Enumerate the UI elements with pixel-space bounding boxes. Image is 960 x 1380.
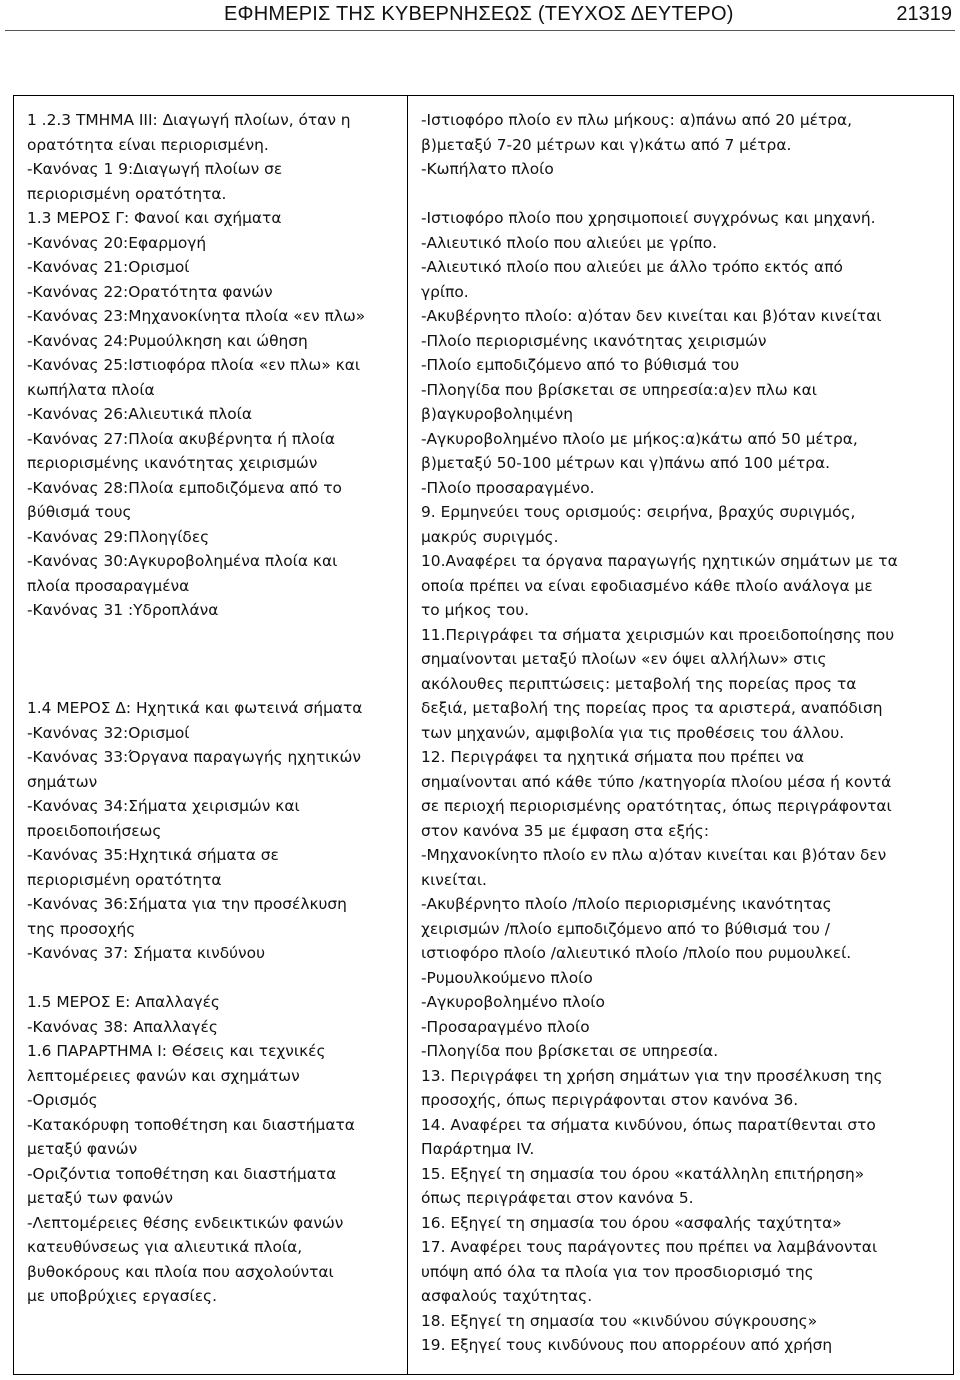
text-line: -Κανόνας 36:Σήματα για την προσέλκυση της προσοχής [27, 895, 347, 938]
text-line: -Ορισμός [27, 1091, 98, 1109]
text-line: -Κανόνας 22:Ορατότητα φανών [27, 282, 273, 301]
text-line: -Κανόνας 33:Όργανα παραγωγής ηχητικών σημάτων [27, 748, 361, 791]
blank-line [27, 966, 399, 991]
text-line: -Κανόνας 35:Ηχητικά σήματα σε περιορισμένη ορατότητα [27, 846, 279, 889]
text-line: -Προσαραγμένο πλοίο [421, 1017, 590, 1036]
text-line: -Κανόνας 31 :Υδροπλάνα [27, 601, 219, 619]
text-line: 10.Αναφέρει τα όργανα παραγωγής ηχητικών σημάτων με τα οποία πρέπει να είναι εφοδιασμένο κάθε πλοίο ανάλογα με το μήκος του. [421, 552, 898, 619]
blank-line [27, 672, 399, 697]
text-line: 19. Εξηγεί τους κινδύνους που απορρέουν από χρήση [421, 1336, 833, 1354]
text-line: -Ρυμουλκούμενο πλοίο [421, 968, 593, 987]
text-line: -Κανόνας 25:Ιστιοφόρα πλοία «εν πλω» και κωπήλατα πλοία [27, 356, 361, 399]
text-line: 1.4 ΜΕΡΟΣ Δ: Ηχητικά και φωτεινά σήματα [27, 699, 363, 717]
page-number: 21319 [896, 3, 952, 25]
text-line: -Οριζόντια τοποθέτηση και διαστήματα μεταξύ των φανών [27, 1164, 337, 1207]
text-line: -Αλιευτικό πλοίο που αλιεύει με γρίπο. [421, 233, 718, 252]
text-line: -Κανόνας 1 9:Διαγωγή πλοίων σε περιορισμένη ορατότητα. [27, 160, 283, 203]
column-divider [407, 95, 408, 1375]
text-line: -Κανόνας 20:Εφαρμογή [27, 233, 207, 252]
text-line: 11.Περιγράφει τα σήματα χειρισμών και προειδοποίησης που σημαίνονται μεταξύ πλοίων «εν όψει αλλήλων» στις ακόλουθες περιπτώσεις: μεταβολή της πορείας προς τα δεξιά, μεταβολή της πορείας προς τα αριστερά, αναπόδιση των μηχανών, αμφιβολία για τις προθέσεις του άλλου. [421, 625, 895, 742]
text-line: 15. Εξηγεί τη σημασία του όρου «κατάλληλη επιτήρηση» όπως περιγράφεται στον κανόνα 5. [421, 1164, 865, 1207]
text-line: -Κατακόρυφη τοποθέτηση και διαστήματα μεταξύ φανών [27, 1115, 355, 1158]
text-line: 1.5 ΜΕΡΟΣ Ε: Απαλλαγές [27, 993, 220, 1011]
text-line: -Κανόνας 27:Πλοία ακυβέρνητα ή πλοία περιορισμένης ικανότητας χειρισμών [27, 429, 336, 472]
text-line: -Κανόνας 30:Αγκυροβολημένα πλοία και πλοία προσαραγμένα [27, 552, 338, 595]
text-line: -Κανόνας 32:Ορισμοί [27, 723, 190, 742]
text-line: -Ιστιοφόρο πλοίο που χρησιμοποιεί συγχρόνως και μηχανή. [421, 209, 876, 227]
text-line: -Κανόνας 38: Απαλλαγές [27, 1017, 218, 1036]
left-column [27, 108, 399, 1309]
text-line: -Ιστιοφόρο πλοίο εν πλω μήκους: α)πάνω από 20 μέτρα, β)μεταξύ 7-20 μέτρων και γ)κάτω από 7 μέτρα. [421, 111, 853, 154]
text-line: -Κανόνας 24:Ρυμούλκηση και ώθηση [27, 331, 308, 350]
text-line: -Κανόνας 26:Αλιευτικά πλοία [27, 405, 253, 423]
blank-line [27, 623, 399, 648]
text-line: -Αγκυροβολημένο πλοίο [421, 993, 605, 1011]
text-line: -Κανόνας 34:Σήματα χειρισμών και προειδοποιήσεως [27, 797, 300, 840]
text-line: 13. Περιγράφει τη χρήση σημάτων για την προσέλκυση της προσοχής, όπως περιγράφονται στον κανόνα 36. [421, 1066, 883, 1109]
blank-line [421, 182, 946, 207]
text-line: -Μηχανοκίνητο πλοίο εν πλω α)όταν κινείται και β)όταν δεν κινείται. [421, 846, 887, 889]
text-line: -Κωπήλατο πλοίο [421, 160, 554, 178]
text-line: 16. Εξηγεί τη σημασία του όρου «ασφαλής ταχύτητα» [421, 1213, 842, 1232]
text-line: -Κανόνας 29:Πλοηγίδες [27, 527, 210, 546]
text-line: 1.6 ΠΑΡΑΡΤΗΜΑ Ι: Θέσεις και τεχνικές λεπτομέρειες φανών και σχημάτων [27, 1042, 326, 1085]
gazette-title: ΕΦΗΜΕΡΙΣ ΤΗΣ ΚΥΒΕΡΝΗΣΕΩΣ (ΤΕΥΧΟΣ ΔΕΥΤΕΡΟ) [224, 3, 734, 25]
text-line: -Αλιευτικό πλοίο που αλιεύει με άλλο τρόπο εκτός από γρίπο. [421, 258, 843, 301]
text-line: -Κανόνας 37: Σήματα κινδύνου [27, 944, 265, 962]
blank-line [27, 647, 399, 672]
page-header [0, 0, 960, 30]
text-line: 1.3 ΜΕΡΟΣ Γ: Φανοί και σχήματα [27, 209, 282, 227]
right-column [421, 108, 946, 1358]
text-line: -Κανόνας 21:Ορισμοί [27, 258, 190, 276]
text-line: 14. Αναφέρει τα σήματα κινδύνου, όπως παρατίθενται στο Παράρτημα IV. [421, 1115, 876, 1158]
text-line: 9. Ερμηνεύει τους ορισμούς: σειρήνα, βραχύς συριγμός, μακρύς συριγμός. [421, 503, 856, 546]
text-line: 1 .2.3 ΤΜΗΜΑ ΙΙΙ: Διαγωγή πλοίων, όταν η ορατότητα είναι περιορισμένη. [27, 111, 351, 154]
text-line: 18. Εξηγεί τη σημασία του «κινδύνου σύγκρουσης» [421, 1311, 818, 1330]
text-line: -Κανόνας 23:Μηχανοκίνητα πλοία «εν πλω» [27, 307, 366, 325]
text-line: -Πλοηγίδα που βρίσκεται σε υπηρεσία:α)εν πλω και β)αγκυροβοληιμένη [421, 380, 817, 423]
text-line: 17. Αναφέρει τους παράγοντες που πρέπει να λαμβάνονται υπόψη από όλα τα πλοία για τον προσδιορισμό της ασφαλούς ταχύτητας. [421, 1238, 878, 1305]
text-line: -Ακυβέρνητο πλοίο /πλοίο περιορισμένης ικανότητας χειρισμών /πλοίο εμποδιζόμενο από το βύθισμά του / ιστιοφόρο πλοίο /αλιευτικό πλοίο /πλοίο που ρυμουλκεί. [421, 895, 852, 962]
text-line: -Πλοίο προσαραγμένο. [421, 478, 595, 497]
text-line: -Πλοίο περιορισμένης ικανότητας χειρισμών [421, 331, 767, 350]
text-line: -Κανόνας 28:Πλοία εμποδιζόμενα από το βύθισμά τους [27, 478, 342, 521]
text-line: -Αγκυροβολημένο πλοίο με μήκος:α)κάτω από 50 μέτρα, β)μεταξύ 50-100 μέτρων και γ)πάνω από 100 μέτρα. [421, 429, 858, 472]
header-rule [5, 30, 955, 31]
text-line: -Λεπτομέρειες θέσης ενδεικτικών φανών κατευθύνσεως για αλιευτικά πλοία, βυθοκόρους και πλοία που ασχολούνται με υποβρύχιες εργασίες. [27, 1213, 344, 1305]
text-line: -Πλοίο εμποδιζόμενο από το βύθισμά του [421, 356, 740, 374]
text-line: 12. Περιγράφει τα ηχητικά σήματα που πρέπει να σημαίνονται από κάθε τύπο /κατηγορία πλοίου μέσα ή κοντά σε περιοχή περιορισμένης ορατότητας, όπως περιγράφονται στον κανόνα 35 με έμφαση στα εξής: [421, 748, 892, 840]
text-line: -Πλοηγίδα που βρίσκεται σε υπηρεσία. [421, 1042, 719, 1060]
text-line: -Ακυβέρνητο πλοίο: α)όταν δεν κινείται και β)όταν κινείται [421, 307, 882, 325]
